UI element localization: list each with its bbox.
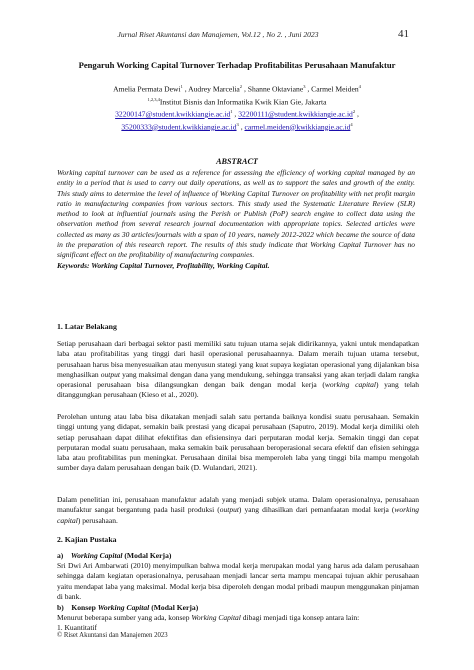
running-header: Jurnal Riset Akuntansi dan Manajemen, Vol.12 , No 2. , Juni 2023: [117, 30, 319, 39]
p1-text-e: ) yang telah ditanggungkan perusahaan (Kieso et al., 2020).: [57, 380, 419, 400]
keywords: Keywords: Working Capital Turnover, Profitability, Working Capital.: [57, 260, 270, 270]
email-4-mark: 4: [350, 121, 353, 127]
p3-text-c: ) yang dihasilkan dari pemanfaatan modal kerja (: [238, 505, 395, 515]
section-1-heading: 1. Latar Belakang: [57, 322, 117, 331]
email-3-mark: 3: [236, 121, 239, 127]
affiliation-mark: 1,2,3,4: [147, 96, 160, 102]
p3-term-working-capital: working capital: [57, 505, 420, 525]
list-item-kuantitatif: 1. Kuantitatif: [57, 623, 97, 632]
p3-text-a: Dalam penelitian ini, perusahaan manufaktur adalah yang menjadi subjek utama. Dalam operasionalnya, perusahaan manufaktur sangat bergantung pada hasil produksi (: [57, 495, 419, 515]
copyright-footer: © Riset Akuntansi dan Manajemen 2023: [57, 632, 168, 639]
author-names: Amelia Permata Dewi$^1$ , Audrey Marcelia$^2$ , Shanne Oktaviane$^3$ , Carmel Meiden$^4$: [113, 84, 361, 94]
author-3-mark: 3: [303, 84, 306, 89]
author-1-mark: 1: [180, 84, 183, 89]
page-number: 41: [398, 28, 409, 40]
abstract-body: [57, 168, 415, 271]
author-4: Carmel Meiden: [311, 84, 359, 94]
paper-title: Pengaruh Working Capital Turnover Terhadap Profitabilitas Perusahaan Manufaktur: [78, 60, 396, 70]
p1-text-c: yang maksimal dengan dana yang mendukung, sehingga transaksi yang akan terjadi dalam rangka operasional perusahaan bisa dilangsungkan dengan baik dengan modal kerja (: [57, 369, 419, 390]
section-1-paragraph-1: [57, 339, 419, 401]
pb-term: Working Capital: [191, 613, 241, 622]
affiliation-text: Institut Bisnis dan Informatika Kwik Kian Gie, Jakarta: [159, 97, 327, 107]
email-link-2[interactable]: 32200111@student.kwikkiangie.ac.id: [238, 109, 353, 119]
p1-term-output: output: [100, 369, 120, 379]
p3-text-e: ) perusahaan.: [77, 515, 118, 525]
p1-text-a: Setiap perusahaan dari berbagai sektor pasti memiliki satu tujuan utama sejak didirikannya, yakni untuk mendapatkan laba atau profitabilitas yang tinggi dari hasil operasional perusahaannya. Dalam meraih tujuan utama tersebut, perusahaan harus bisa menyesuaikan atau menyusun stategi yang kuat supaya kegiatan operasional yang dijalankan bisa menghasilkan: [57, 339, 419, 379]
subsection-a-heading: [57, 551, 171, 560]
email-link-3[interactable]: 35200333@student.kwikkiangie.ac.id: [121, 122, 237, 132]
sub-b-term: Working Capital: [97, 603, 150, 612]
email-line-1: $32200147@student.kwikkiangie.ac.id^1$ , $32200111@student.kwikkiangie.ac.id^2$ ,: [115, 109, 359, 119]
sub-a-term: Working Capital: [70, 551, 123, 560]
sub-b-suffix: (Modal Kerja): [149, 603, 199, 612]
email-link-4[interactable]: carmel.meiden@kwikkiangie.ac.id: [244, 122, 351, 132]
section-1-paragraph-3: [57, 495, 419, 526]
pb-text-c: dibagi menjadi tiga konsep antara lain:: [240, 613, 360, 622]
author-2-mark: 2: [239, 84, 243, 89]
subsection-b-paragraph: [57, 613, 419, 623]
sub-a-prefix: a): [57, 551, 71, 560]
email-line-2: $35200333@student.kwikkiangie.ac.id^3$ , $carmel.meiden@kwikkiangie.ac.id^4$: [121, 121, 353, 132]
subsection-b-heading: [57, 603, 198, 612]
email-1-mark: 1: [230, 109, 233, 115]
abstract-text: Working capital turnover can be used as a reference for assessing the efficiency of working capital managed by an entity in a period that is used to carry out daily operations, as well as to support the sales and growth of the entity. This study aims to determine the level of influence of Working Capital Turnover on profitability with net profit margin ratio in manufacturing companies from various sectors. This study used the Systematic Literature Review (SLR) method to look at influential journals using the Perish or Publish (PoP) search engine to collect data using the observation method from several research journal documentation with appropriate topics. Selected articles were collected as many as 30 articles/journals with a span of 10 years, namely 2012-2022 which became the source of data in the preparation of this research report. The results of this study indicate that Working Capital Turnover has no significant effect on the profitability of manufacturing companies.: [57, 168, 415, 260]
affiliation: [30, 95, 444, 108]
pb-text-a: Menurut beberapa sumber yang ada, konsep: [57, 613, 192, 622]
author-3: Shanne Oktaviane: [247, 84, 304, 94]
email-link-1[interactable]: 32200147@student.kwikkiangie.ac.id: [115, 109, 231, 119]
subsection-a-paragraph: Sri Dwi Ari Ambarwati (2010) menyimpulkan bahwa modal kerja merupakan modal yang harus ada dalam perusahaan sehingga dalam kegiatan operasionalnya, perusahaan menjadi lancar serta mampu mencapai tujuan akhir perusahaan yaitu mendapat laba yang maksimal. Modal kerja bisa diperoleh dengan modal pribadi maupun menggunakan pinjaman di bank.: [57, 561, 419, 601]
p1-term-working-capital: working capital: [324, 380, 376, 390]
author-1: Amelia Permata Dewi: [113, 84, 181, 94]
p3-term-output: output: [219, 505, 239, 515]
author-block: [30, 82, 444, 132]
abstract-heading: ABSTRACT: [216, 157, 258, 166]
author-2: Audrey Marcelia: [188, 84, 240, 94]
email-2-mark: 2: [352, 109, 356, 115]
section-2-heading: 2. Kajian Pustaka: [57, 535, 117, 544]
author-4-mark: 4: [358, 84, 361, 89]
sub-b-prefix: b) Konsep: [57, 603, 98, 612]
section-1-paragraph-2: Perolehan untung atau laba bisa dikatakan menjadi salah satu pertanda baiknya kondisi suatu perusahaan. Semakin tinggi untung yang didapat, semakin baik prestasi yang dicapai perusahaan (Saputro, 2019). Modal kerja dimiliki oleh setiap perusahaan dapat dilihat efektifitas dan efisiensinya dari perputaran modal kerja. Semakin tinggi dan cepat perputaran modal suatu perusahaan, maka semakin baik perusahaan beroperasional secara efektif dan efisien sehingga laba atau profitabilitas pun meningkat. Perusahaan dinilai bisa memperoleh laba yang tinggi bila mampu mengolah sumber daya dalam perusahaan dengan baik (D. Wulandari, 2021).: [57, 412, 419, 473]
sub-a-suffix: (Modal Kerja): [122, 551, 172, 560]
